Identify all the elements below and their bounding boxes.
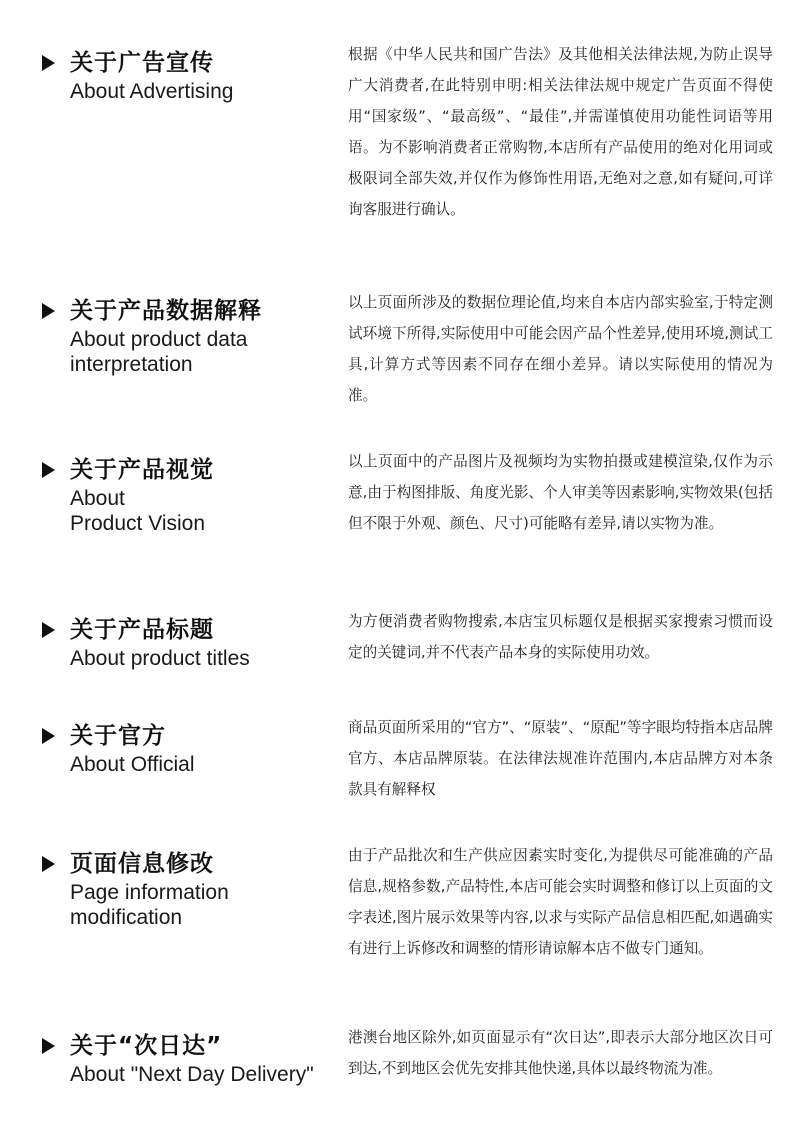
section-title-en: Page information modification [70, 881, 229, 929]
section-description: 以上页面所涉及的数据位理论值,均来自本店内部实验室,于特定测试环境下所得,实际使用中可能会因产品个性差异,使用环境,测试工具,计算方式等因素不同存在细小差异。请以实际使用的情况为准。 [348, 294, 773, 404]
section-title-zh: 关于产品视觉 [70, 457, 214, 483]
section-description: 商品页面所采用的“官方”、“原装”、“原配”等字眼均特指本店品牌官方、本店品牌原装。在法律法规准许范围内,本店品牌方对本条款具有解释权 [348, 719, 773, 798]
section-title-en: About product titles [70, 647, 250, 670]
section-title-en: About "Next Day Delivery" [70, 1063, 314, 1086]
section-description: 为方便消费者购物搜索,本店宝贝标题仅是根据买家搜索习惯而设定的关键词,并不代表产品本身的实际使用功效。 [348, 613, 773, 661]
section-title-zh: 关于广告宣传 [70, 50, 214, 76]
section-title-zh: 页面信息修改 [70, 851, 214, 877]
section-title-en: About product data interpretation [70, 328, 248, 376]
play-arrow-icon [42, 303, 55, 319]
play-arrow-icon [42, 462, 55, 478]
section-description: 根据《中华人民共和国广告法》及其他相关法律法规,为防止误导广大消费者,在此特别申明:相关法律法规中规定广告页面不得使用“国家级”、“最高级”、“最佳”,并需谨慎使用功能性词语等用语。为不影响消费者正常购物,本店所有产品使用的绝对化用词或极限词全部失效,并仅作为修饰性用语,无绝对之意,如有疑问,可详询客服进行确认。 [348, 46, 773, 218]
section-description: 由于产品批次和生产供应因素实时变化,为提供尽可能准确的产品信息,规格参数,产品特性,本店可能会实时调整和修订以上页面的文字表述,图片展示效果等内容,以求与实际产品信息相匹配,如遇确实有进行上诉修改和调整的情形请谅解本店不做专门通知。 [348, 847, 773, 957]
play-arrow-icon [42, 1038, 55, 1054]
section-title-en: About Product Vision [70, 487, 206, 535]
section-title-en: About Official [70, 753, 195, 776]
section-description: 以上页面中的产品图片及视频均为实物拍摄或建模渲染,仅作为示意,由于构图排版、角度光影、个人审美等因素影响,实物效果(包括但不限于外观、颜色、尺寸)可能略有差异,请以实物为准。 [348, 453, 773, 532]
play-arrow-icon [42, 856, 55, 872]
section-title-zh: 关于产品数据解释 [70, 298, 262, 324]
play-arrow-icon [42, 55, 55, 71]
section-title-zh: 关于产品标题 [70, 617, 214, 643]
play-arrow-icon [42, 728, 55, 744]
section-description: 港澳台地区除外,如页面显示有“次日达”,即表示大部分地区次日可到达,不到地区会优先安排其他快递,具体以最终物流为准。 [348, 1029, 773, 1077]
section-title-zh: 关于“次日达” [70, 1033, 223, 1059]
section-title-zh: 关于官方 [70, 723, 166, 749]
section-title-en: About Advertising [70, 80, 234, 103]
play-arrow-icon [42, 622, 55, 638]
